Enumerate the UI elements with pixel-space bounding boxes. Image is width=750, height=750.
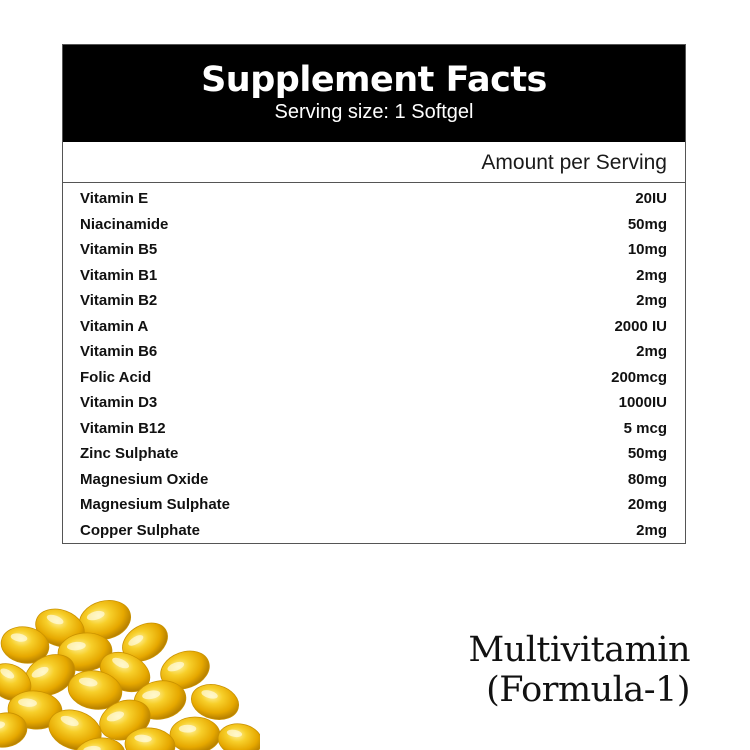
facts-header <box>63 45 685 142</box>
nutrient-amount: 5 mcg <box>623 419 667 437</box>
nutrient-amount: 200mcg <box>611 368 667 386</box>
nutrient-name: Vitamin A <box>80 317 149 335</box>
nutrient-row <box>63 339 685 365</box>
nutrient-amount: 80mg <box>627 470 667 488</box>
supplement-facts-panel <box>62 44 686 544</box>
nutrient-row <box>63 237 685 263</box>
nutrient-name: Zinc Sulphate <box>80 445 179 462</box>
nutrient-name: Vitamin E <box>80 190 149 207</box>
nutrient-row <box>63 441 685 467</box>
nutrient-name: Niacinamide <box>80 215 169 233</box>
capsule-highlight <box>179 725 197 733</box>
softgel-capsules-image <box>0 590 260 750</box>
nutrient-amount: 10mg <box>627 241 667 258</box>
nutrient-amount: 20IU <box>635 190 667 207</box>
nutrient-row <box>63 288 685 314</box>
nutrient-amount: 2mg <box>636 343 667 360</box>
nutrient-row <box>63 314 685 340</box>
nutrient-amount: 20mg <box>627 496 667 513</box>
nutrient-amount: 50mg <box>627 445 667 462</box>
nutrient-name: Vitamin B1 <box>80 266 158 284</box>
capsules-illustration <box>0 590 260 750</box>
nutrient-row <box>63 416 685 442</box>
nutrient-name: Magnesium Oxide <box>80 470 209 488</box>
nutrient-row <box>63 492 685 518</box>
nutrient-list <box>63 183 685 543</box>
product-name-line1: Multivitamin <box>468 630 690 670</box>
nutrient-amount: 2mg <box>636 521 667 539</box>
nutrient-row <box>63 467 685 493</box>
nutrient-row <box>63 212 685 238</box>
nutrient-row <box>63 390 685 416</box>
nutrient-name: Vitamin B5 <box>80 241 158 258</box>
nutrient-row <box>63 518 685 544</box>
nutrient-name: Vitamin B2 <box>80 292 158 309</box>
nutrient-name: Vitamin D3 <box>80 394 158 411</box>
nutrient-amount: 2mg <box>636 266 667 284</box>
nutrient-name: Magnesium Sulphate <box>80 496 231 513</box>
nutrient-amount: 2000 IU <box>614 317 667 335</box>
product-name <box>468 630 690 710</box>
facts-title: Supplement Facts <box>201 60 547 100</box>
nutrient-row <box>63 263 685 289</box>
nutrient-row <box>63 365 685 391</box>
nutrient-row <box>63 186 685 212</box>
serving-size: Serving size: 1 Softgel <box>274 101 474 123</box>
nutrient-name: Vitamin B12 <box>80 419 166 437</box>
amount-per-serving-header: Amount per Serving <box>63 142 685 183</box>
nutrient-name: Copper Sulphate <box>80 521 201 539</box>
product-name-line2: (Formula-1) <box>486 670 690 710</box>
nutrient-name: Folic Acid <box>80 368 152 386</box>
softgel-capsule <box>170 717 220 750</box>
nutrient-amount: 1000IU <box>618 394 667 411</box>
nutrient-amount: 50mg <box>627 215 667 233</box>
nutrient-amount: 2mg <box>636 292 667 309</box>
nutrient-name: Vitamin B6 <box>80 343 158 360</box>
